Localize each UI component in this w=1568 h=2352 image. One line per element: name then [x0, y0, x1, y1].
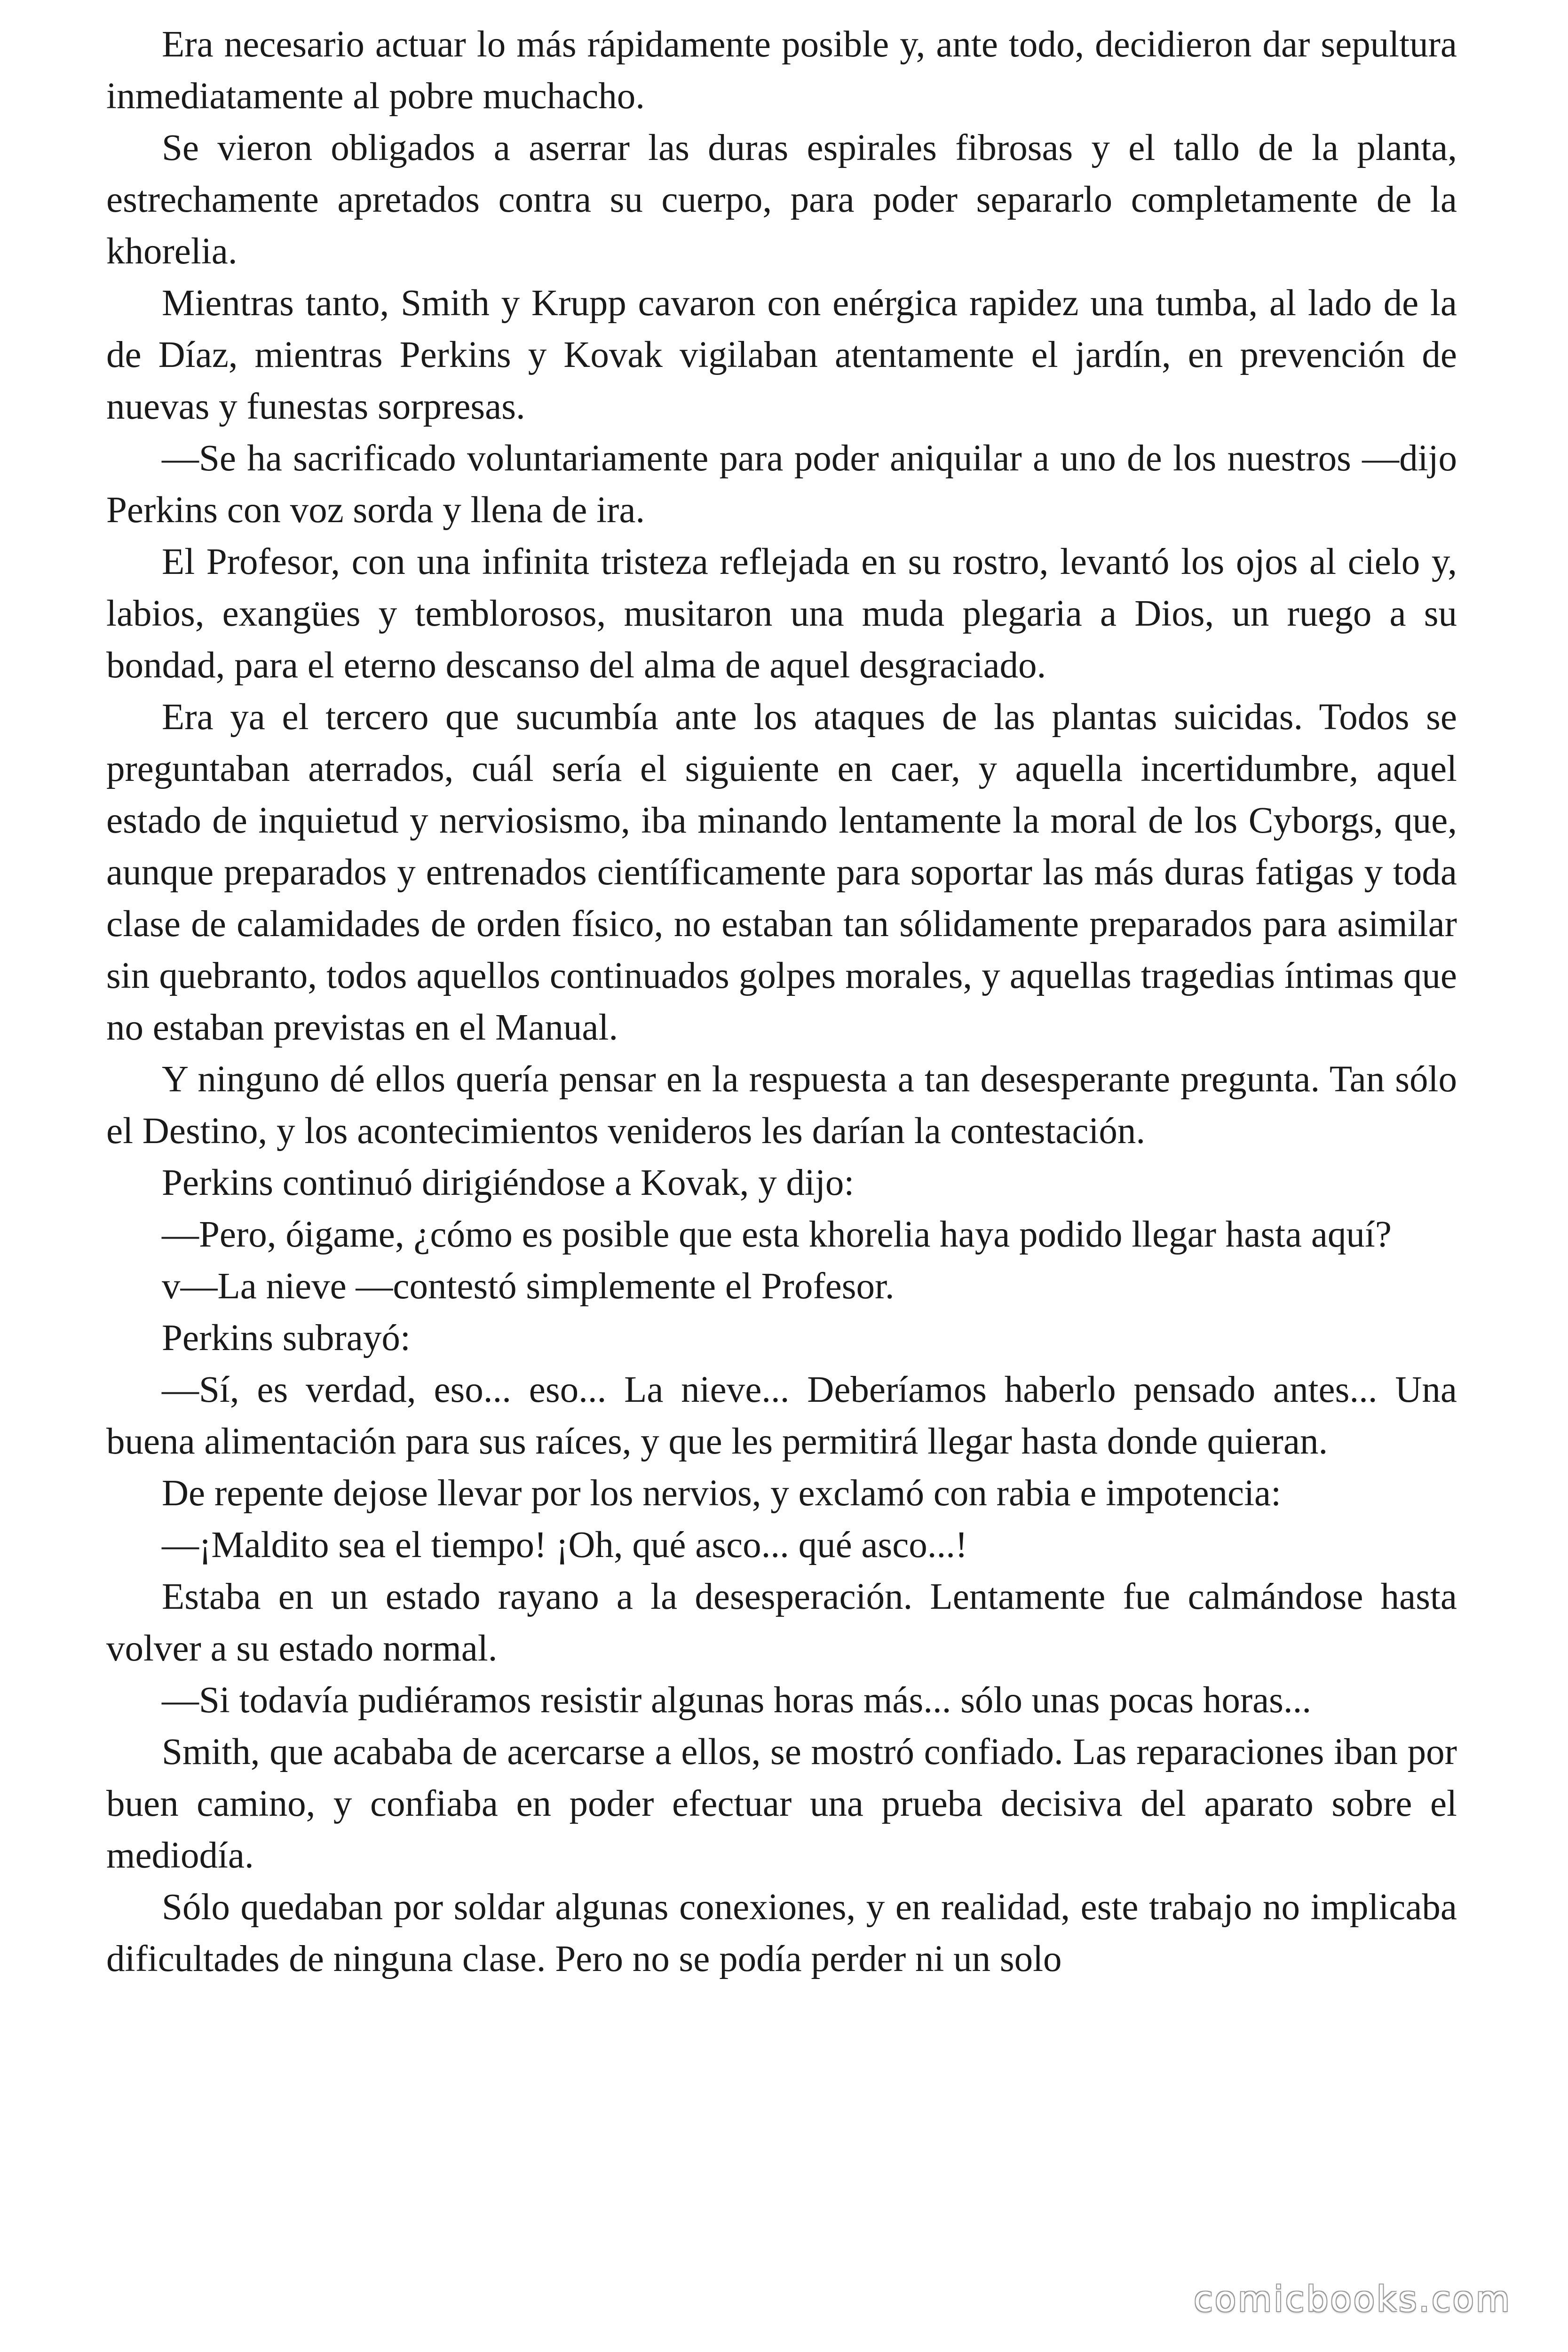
- paragraph: Y ninguno dé ellos quería pensar en la respuesta a tan desesperante pregunta. Tan sólo el Destino, y los acontecimientos venideros les darían la contestación.: [106, 1059, 1457, 1152]
- paragraph: Sólo quedaban por soldar algunas conexiones, y en realidad, este trabajo no implicaba dificultades de ninguna clase. Pero no se podía perder ni un solo: [106, 1887, 1457, 1979]
- paragraph: —Se ha sacrificado voluntariamente para poder aniquilar a uno de los nuestros —dijo Perkins con voz sorda y llena de ira.: [106, 438, 1457, 531]
- paragraph: Perkins subrayó:: [162, 1318, 411, 1359]
- paragraph: Era necesario actuar lo más rápidamente posible y, ante todo, decidieron dar sepultura inmediatamente al pobre muchacho.: [106, 24, 1457, 117]
- paragraph: Smith, que acababa de acercarse a ellos, se mostró confiado. Las reparaciones iban por buen camino, y confiaba en poder efectuar una prueba decisiva del aparato sobre el mediodía.: [106, 1732, 1457, 1876]
- paragraph: v—La nieve —contestó simplemente el Profesor.: [162, 1266, 895, 1307]
- paragraph: Estaba en un estado rayano a la desesperación. Lentamente fue calmándose hasta volver a su estado normal.: [106, 1576, 1457, 1669]
- paragraph: De repente dejose llevar por los nervios, y exclamó con rabia e impotencia:: [162, 1473, 1282, 1514]
- paragraph: Mientras tanto, Smith y Krupp cavaron con enérgica rapidez una tumba, al lado de la de Díaz, mientras Perkins y Kovak vigilaban atentamente el jardín, en prevención de nuevas y funestas sorpresas.: [106, 283, 1457, 427]
- paragraph: —Si todavía pudiéramos resistir algunas horas más... sólo unas pocas horas...: [162, 1680, 1312, 1721]
- paragraph: Era ya el tercero que sucumbía ante los ataques de las plantas suicidas. Todos se preguntaban aterrados, cuál sería el siguiente en caer, y aquella incertidumbre, aquel estado de inquietud y nerviosismo, iba minando lentamente la moral de los Cyborgs, que, aunque preparados y entrenados científicamente para soportar las más duras fatigas y toda clase de calamidades de orden físico, no estaban tan sólidamente preparados para asimilar sin quebranto, todos aquellos continuados golpes morales, y aquellas tragedias íntimas que no estaban previstas en el Manual.: [106, 697, 1457, 1048]
- paragraph: —Pero, óigame, ¿cómo es posible que esta khorelia haya podido llegar hasta aquí?: [162, 1214, 1392, 1255]
- paragraph: —Sí, es verdad, eso... eso... La nieve... Deberíamos haberlo pensado antes... Una buena alimentación para sus raíces, y que les permitirá llegar hasta donde quieran.: [106, 1369, 1457, 1462]
- paragraph: —¡Maldito sea el tiempo! ¡Oh, qué asco... qué asco...!: [162, 1525, 968, 1565]
- watermark: comicbooks.com: [1194, 2279, 1512, 2320]
- paragraph: Perkins continuó dirigiéndose a Kovak, y dijo:: [162, 1162, 855, 1203]
- paragraph: Se vieron obligados a aserrar las duras espirales fibrosas y el tallo de la planta, estrechamente apretados contra su cuerpo, para poder separarlo completamente de la khorelia.: [106, 127, 1457, 272]
- paragraph: El Profesor, con una infinita tristeza reflejada en su rostro, levantó los ojos al cielo y, labios, exangües y temblorosos, musitaron una muda plegaria a Dios, un ruego a su bondad, para el eterno descanso del alma de aquel desgraciado.: [106, 541, 1457, 686]
- body-text: [106, 19, 1457, 1985]
